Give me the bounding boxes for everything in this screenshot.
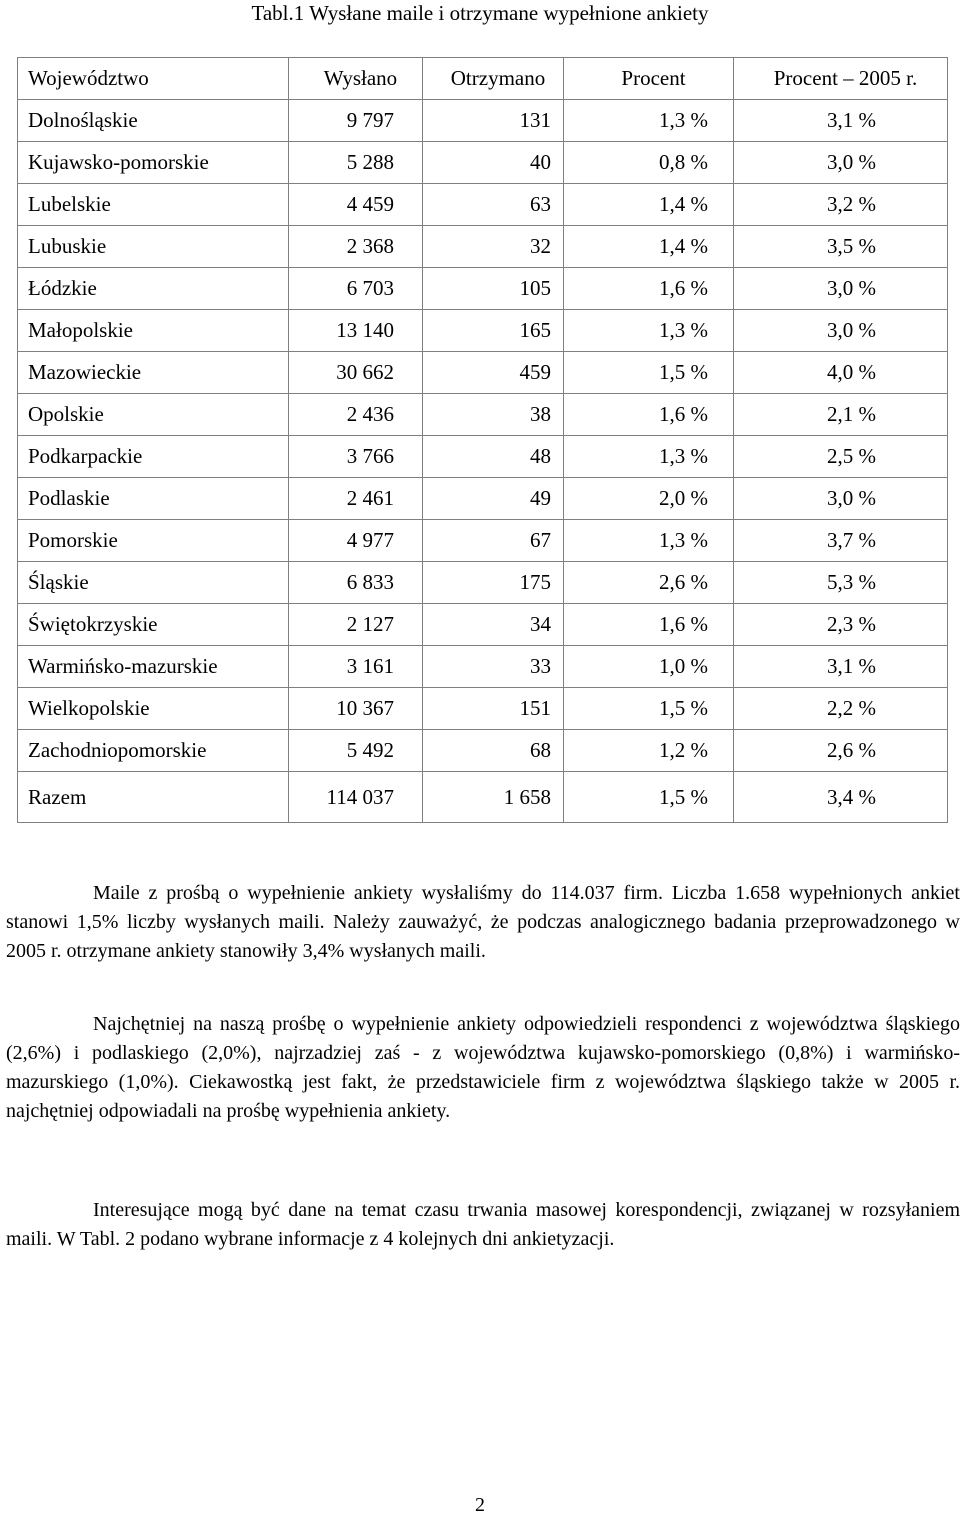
cell-sent: 4 977: [289, 520, 423, 562]
cell-percent-2005: 3,0 %: [734, 310, 948, 352]
cell-received: 63: [423, 184, 564, 226]
cell-voivodeship: Podkarpackie: [18, 436, 289, 478]
cell-received: 40: [423, 142, 564, 184]
cell-sent: 4 459: [289, 184, 423, 226]
cell-percent: 1,5 %: [564, 352, 734, 394]
paragraph-1: Maile z prośbą o wypełnienie ankiety wysłaliśmy do 114.037 firm. Liczba 1.658 wypełnionych ankiet stanowi 1,5% liczby wysłanych maili. Należy zauważyć, że podczas analogicznego badania przeprowadzonego w 2005 r. otrzymane ankiety stanowiły 3,4% wysłanych maili.: [6, 882, 960, 962]
cell-voivodeship: Podlaskie: [18, 478, 289, 520]
cell-sent: 6 703: [289, 268, 423, 310]
cell-sent: 2 461: [289, 478, 423, 520]
header-sent: Wysłano: [289, 58, 423, 100]
cell-percent: 1,2 %: [564, 730, 734, 772]
cell-percent-2005: 3,5 %: [734, 226, 948, 268]
cell-percent-2005: 2,5 %: [734, 436, 948, 478]
cell-received: 34: [423, 604, 564, 646]
cell-percent: 1,6 %: [564, 268, 734, 310]
cell-percent-2005: 3,0 %: [734, 478, 948, 520]
table-row: [18, 394, 948, 436]
header-received: Otrzymano: [423, 58, 564, 100]
cell-percent-2005: 2,2 %: [734, 688, 948, 730]
header-voivodeship: Województwo: [18, 58, 289, 100]
cell-percent-2005: 5,3 %: [734, 562, 948, 604]
cell-voivodeship: Kujawsko-pomorskie: [18, 142, 289, 184]
cell-percent: 1,3 %: [564, 520, 734, 562]
table-row: [18, 688, 948, 730]
cell-voivodeship: Opolskie: [18, 394, 289, 436]
cell-percent: 1,4 %: [564, 226, 734, 268]
cell-sent: 30 662: [289, 352, 423, 394]
paragraph-2: Najchętniej na naszą prośbę o wypełnienie ankiety odpowiedzieli respondenci z województwa śląskiego (2,6%) i podlaskiego (2,0%), najrzadziej zaś - z województwa kujawsko-pomorskiego (0,8%) i warmińsko-mazurskiego (1,0%). Ciekawostką jest fakt, że przedstawiciele firm z województwa śląskiego także w 2005 r. najchętniej odpowiadali na prośbę wypełnienia ankiety.: [6, 1013, 960, 1122]
cell-received: 151: [423, 688, 564, 730]
cell-percent-2005: 2,1 %: [734, 394, 948, 436]
cell-voivodeship: Lubuskie: [18, 226, 289, 268]
cell-received: 165: [423, 310, 564, 352]
cell-sent: 2 436: [289, 394, 423, 436]
cell-received: 33: [423, 646, 564, 688]
cell-voivodeship: Pomorskie: [18, 520, 289, 562]
table-row: [18, 310, 948, 352]
cell-sent: 2 368: [289, 226, 423, 268]
cell-percent: 1,5 %: [564, 772, 734, 823]
cell-voivodeship: Śląskie: [18, 562, 289, 604]
paragraph-3: Interesujące mogą być dane na temat czasu trwania masowej korespondencji, związanej w rozsyłaniem maili. W Tabl. 2 podano wybrane informacje z 4 kolejnych dni ankietyzacji.: [6, 1199, 960, 1250]
page-number: 2: [475, 1494, 485, 1516]
cell-sent: 3 161: [289, 646, 423, 688]
cell-percent-2005: 3,0 %: [734, 268, 948, 310]
table-row: [18, 520, 948, 562]
cell-sent: 5 288: [289, 142, 423, 184]
table-row: [18, 268, 948, 310]
table-row: [18, 562, 948, 604]
table-row: [18, 730, 948, 772]
table-total-row: [18, 772, 948, 823]
cell-sent: 9 797: [289, 100, 423, 142]
cell-voivodeship: Mazowieckie: [18, 352, 289, 394]
header-percent: Procent: [564, 58, 734, 100]
cell-percent-2005: 2,6 %: [734, 730, 948, 772]
cell-sent: 114 037: [289, 772, 423, 823]
cell-sent: 10 367: [289, 688, 423, 730]
cell-percent: 1,6 %: [564, 604, 734, 646]
cell-received: 49: [423, 478, 564, 520]
cell-percent-2005: 3,7 %: [734, 520, 948, 562]
cell-received: 1 658: [423, 772, 564, 823]
table-row: [18, 436, 948, 478]
cell-received: 175: [423, 562, 564, 604]
cell-received: 67: [423, 520, 564, 562]
cell-percent: 1,6 %: [564, 394, 734, 436]
cell-received: 105: [423, 268, 564, 310]
cell-percent-2005: 2,3 %: [734, 604, 948, 646]
cell-voivodeship: Dolnośląskie: [18, 100, 289, 142]
table-caption: Tabl.1 Wysłane maile i otrzymane wypełnione ankiety: [251, 1, 709, 25]
cell-voivodeship: Warmińsko-mazurskie: [18, 646, 289, 688]
cell-voivodeship: Małopolskie: [18, 310, 289, 352]
cell-percent-2005: 3,1 %: [734, 646, 948, 688]
header-percent-2005: Procent – 2005 r.: [734, 58, 948, 100]
table-header-row: [18, 58, 948, 100]
cell-percent: 0,8 %: [564, 142, 734, 184]
cell-percent-2005: 3,0 %: [734, 142, 948, 184]
cell-percent-2005: 4,0 %: [734, 352, 948, 394]
table-row: [18, 352, 948, 394]
cell-percent-2005: 3,1 %: [734, 100, 948, 142]
table-row: [18, 100, 948, 142]
table-row: [18, 142, 948, 184]
cell-received: 68: [423, 730, 564, 772]
cell-voivodeship: Lubelskie: [18, 184, 289, 226]
cell-sent: 3 766: [289, 436, 423, 478]
cell-sent: 2 127: [289, 604, 423, 646]
cell-voivodeship: Wielkopolskie: [18, 688, 289, 730]
cell-received: 48: [423, 436, 564, 478]
table-row: [18, 226, 948, 268]
cell-percent: 1,4 %: [564, 184, 734, 226]
cell-received: 131: [423, 100, 564, 142]
cell-percent-2005: 3,4 %: [734, 772, 948, 823]
table-row: [18, 478, 948, 520]
cell-voivodeship: Łódzkie: [18, 268, 289, 310]
cell-percent-2005: 3,2 %: [734, 184, 948, 226]
cell-percent: 1,3 %: [564, 100, 734, 142]
cell-percent: 1,5 %: [564, 688, 734, 730]
survey-table: [17, 57, 948, 823]
cell-received: 459: [423, 352, 564, 394]
cell-sent: 13 140: [289, 310, 423, 352]
table-row: [18, 184, 948, 226]
cell-sent: 5 492: [289, 730, 423, 772]
cell-percent: 1,3 %: [564, 310, 734, 352]
cell-voivodeship: Zachodniopomorskie: [18, 730, 289, 772]
cell-percent: 1,0 %: [564, 646, 734, 688]
cell-voivodeship: Razem: [18, 772, 289, 823]
table-row: [18, 646, 948, 688]
cell-received: 38: [423, 394, 564, 436]
cell-percent: 1,3 %: [564, 436, 734, 478]
cell-percent: 2,6 %: [564, 562, 734, 604]
table-row: [18, 604, 948, 646]
cell-received: 32: [423, 226, 564, 268]
cell-percent: 2,0 %: [564, 478, 734, 520]
cell-sent: 6 833: [289, 562, 423, 604]
cell-voivodeship: Świętokrzyskie: [18, 604, 289, 646]
